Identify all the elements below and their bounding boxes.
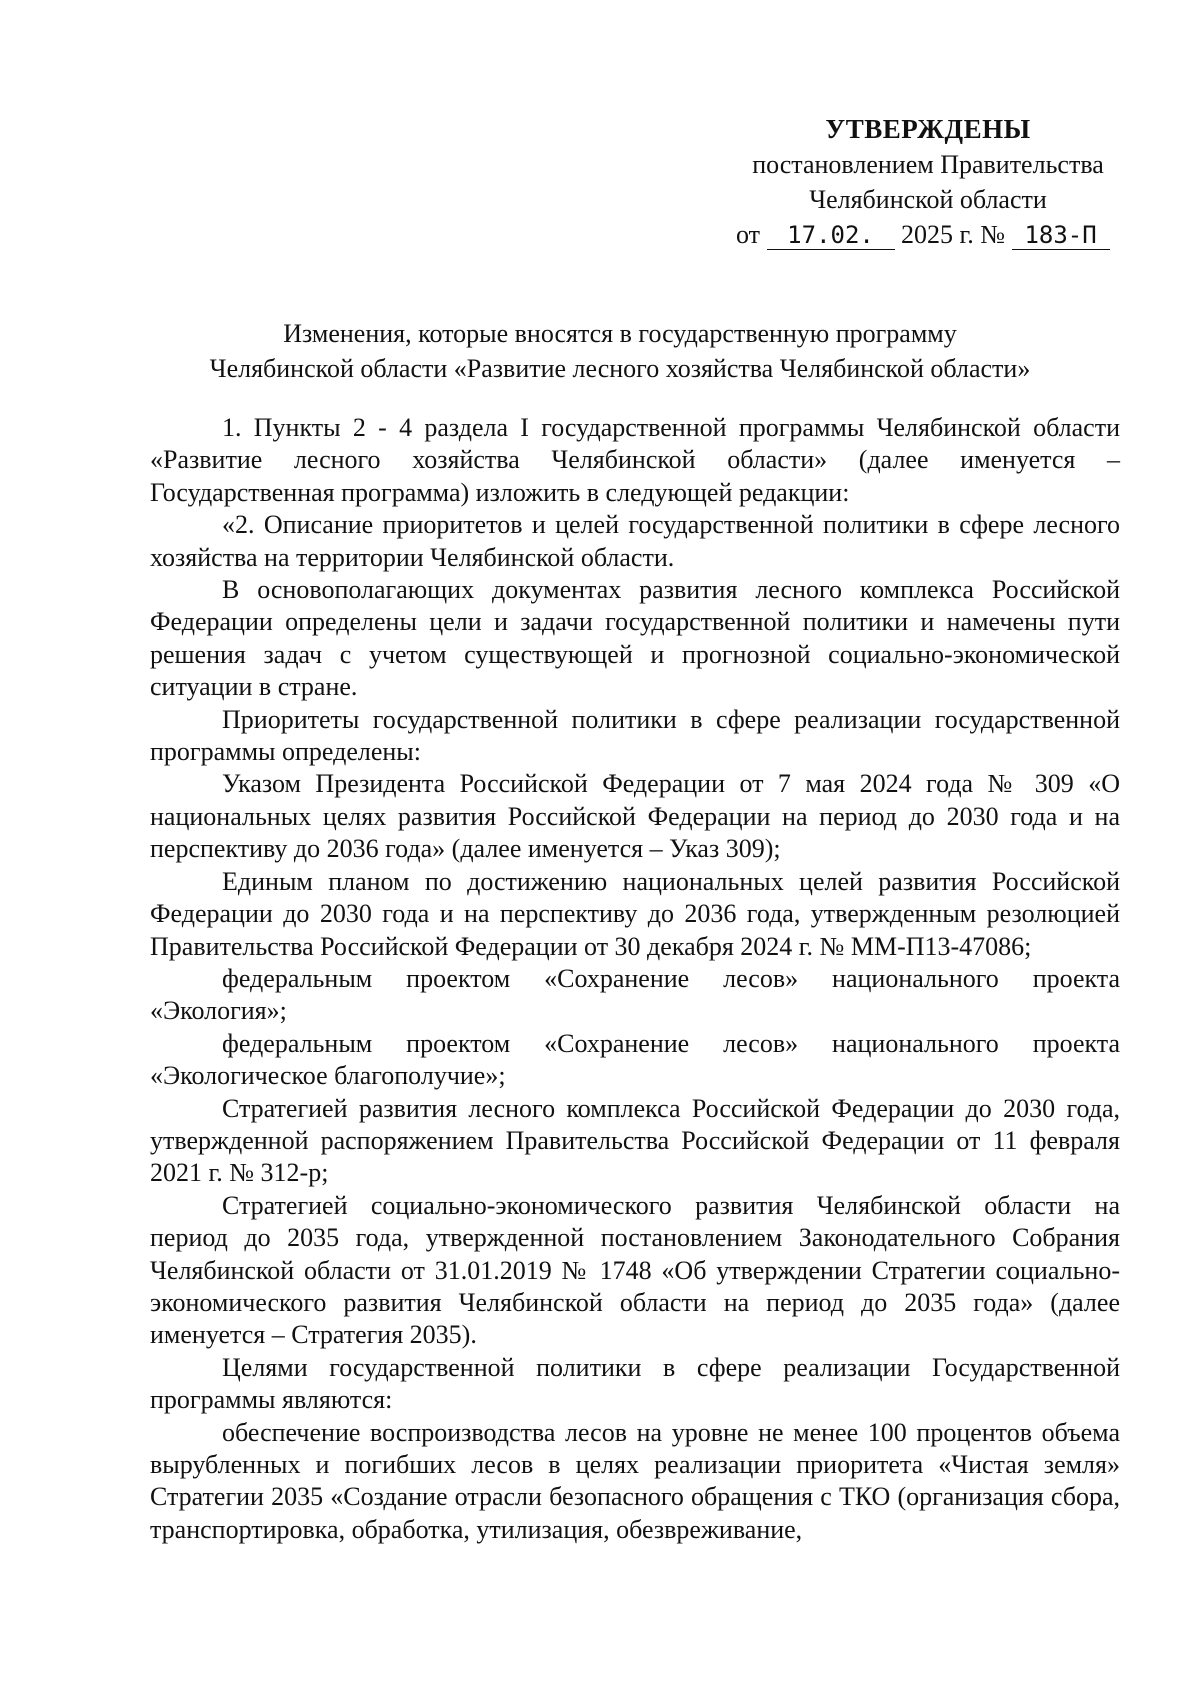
paragraph: Стратегией социально-экономического развития Челябинской области на период до 2035 года, утвержденной постановлением Законодательного Собрания Челябинской области от 31.01.2019 № 1748 «Об утверждении Стратегии социально-экономического развития Челябинской области на период до 2035 года» (далее именуется – Стратегия 2035). [150, 1190, 1120, 1350]
document-title [120, 316, 1120, 386]
paragraph: «2. Описание приоритетов и целей государственной политики в сфере лесного хозяйства на территории Челябинской области. [150, 510, 1120, 572]
approval-date-line [736, 217, 1120, 252]
title-line-2: Челябинской области «Развитие лесного хозяйства Челябинской области» [209, 354, 1031, 383]
title-line-1: Изменения, которые вносятся в государственную программу [283, 319, 957, 348]
paragraph: федеральным проектом «Сохранение лесов» национального проекта «Экология»; [150, 963, 1120, 1026]
approval-year: 2025 г. № [901, 220, 1006, 249]
approval-date: 17.02. [767, 221, 895, 250]
document-body [150, 412, 1120, 1546]
paragraph: Приоритеты государственной политики в сфере реализации государственной программы определены: [150, 704, 1120, 767]
approval-stamp-block [736, 112, 1120, 252]
from-label: от [736, 220, 761, 249]
approval-number: 183-П [1012, 221, 1110, 250]
paragraph: федеральным проектом «Сохранение лесов» национального проекта «Экологическое благополучие»; [150, 1028, 1120, 1091]
approval-line-1: постановлением Правительства [752, 150, 1104, 179]
paragraph: Указом Президента Российской Федерации от 7 мая 2024 года № 309 «О национальных целях развития Российской Федерации на период до 2030 года и на перспективу до 2036 года» (далее именуется – Указ 309); [150, 769, 1120, 864]
paragraph: Единым планом по достижению национальных целей развития Российской Федерации до 2030 года и на перспективу до 2036 года, утвержденным резолюцией Правительства Российской Федерации от 30 декабря 2024 г. № ММ-П13-47086; [150, 866, 1120, 961]
approval-heading: УТВЕРЖДЕНЫ [825, 114, 1031, 144]
approval-line-2: Челябинской области [809, 185, 1047, 214]
paragraph: 1. Пункты 2 - 4 раздела I государственной программы Челябинской области «Развитие лесного хозяйства Челябинской области» (далее именуется – Государственная программа) изложить в следующей редакции: [150, 413, 1120, 507]
paragraph: Стратегией развития лесного комплекса Российской Федерации до 2030 года, утвержденной распоряжением Правительства Российской Федерации от 11 февраля 2021 г. № 312-р; [150, 1093, 1120, 1188]
paragraph: Целями государственной политики в сфере реализации Государственной программы являются: [150, 1352, 1120, 1415]
paragraph: В основополагающих документах развития лесного комплекса Российской Федерации определены цели и задачи государственной политики и намечены пути решения задач с учетом существующей и прогнозной социально-экономической ситуации в стране. [150, 575, 1120, 702]
paragraph: обеспечение воспроизводства лесов на уровне не менее 100 процентов объема вырубленных и погибших лесов в целях реализации приоритета «Чистая земля» Стратегии 2035 «Создание отрасли безопасного обращения с ТКО (организация сбора, транспортировка, обработка, утилизация, обезвреживание, [150, 1417, 1120, 1544]
